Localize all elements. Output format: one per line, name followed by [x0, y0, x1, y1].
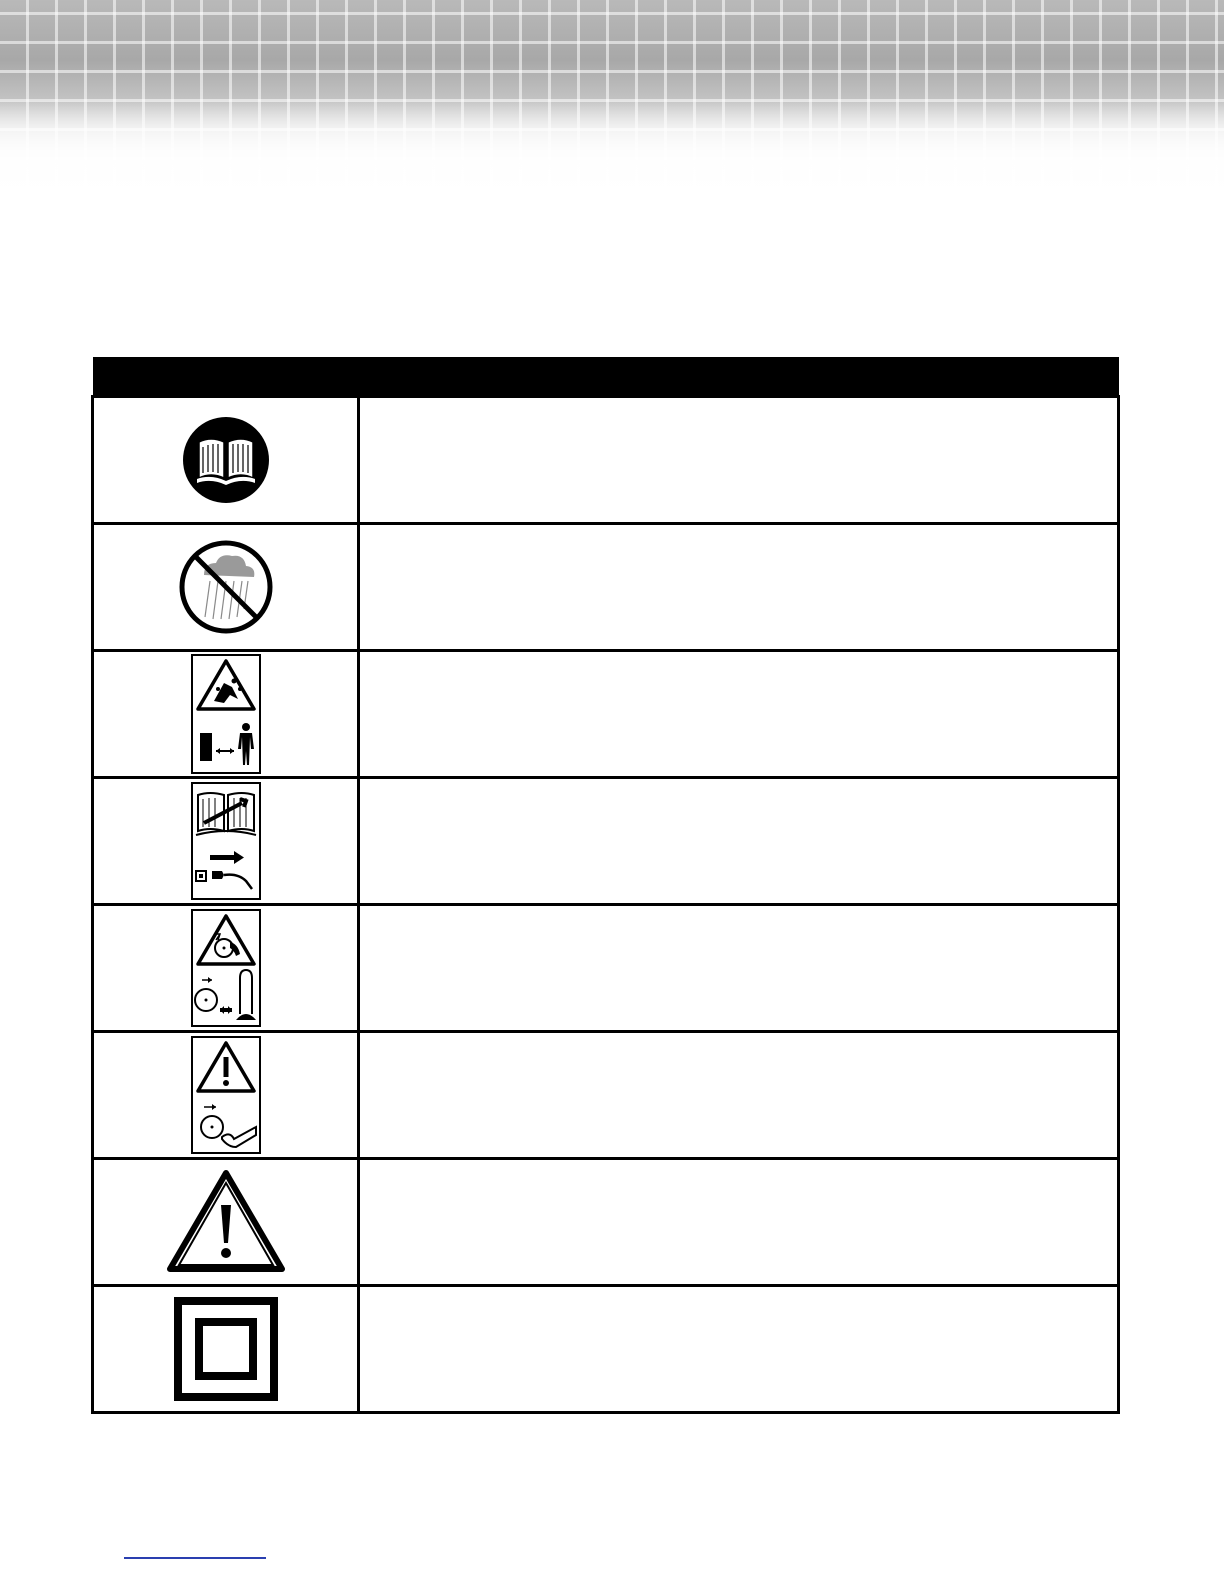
table-row — [93, 905, 1119, 1032]
table-header-symbol — [93, 357, 359, 397]
description-cell — [359, 651, 1119, 778]
description-cell — [359, 778, 1119, 905]
table-header-meaning — [359, 357, 1119, 397]
rotating-blades-feet-icon — [190, 908, 262, 1028]
no-rain-icon — [178, 539, 274, 635]
table-row — [93, 524, 1119, 651]
description-cell — [359, 524, 1119, 651]
symbol-cell — [93, 1286, 359, 1413]
symbol-cell — [93, 778, 359, 905]
description-cell — [359, 397, 1119, 524]
description-cell — [359, 1032, 1119, 1159]
description-cell — [359, 905, 1119, 1032]
symbol-cell — [93, 524, 359, 651]
symbol-cell — [93, 1032, 359, 1159]
read-manual-disconnect-plug-icon — [190, 781, 262, 901]
thrown-objects-keep-distance-icon — [190, 653, 262, 775]
table-row — [93, 397, 1119, 524]
double-insulation-icon — [174, 1297, 278, 1401]
description-cell — [359, 1159, 1119, 1286]
table-row — [93, 778, 1119, 905]
page-header-banner — [0, 0, 1224, 215]
symbol-cell — [93, 1159, 359, 1286]
symbol-cell — [93, 905, 359, 1032]
general-warning-icon — [166, 1169, 286, 1275]
table-row — [93, 1032, 1119, 1159]
read-manual-icon — [181, 415, 271, 505]
footer-link-underline[interactable] — [124, 1557, 266, 1559]
table-row — [93, 651, 1119, 778]
description-cell — [359, 1286, 1119, 1413]
safety-symbols-table — [91, 357, 1120, 1414]
symbol-cell — [93, 651, 359, 778]
table-row — [93, 1159, 1119, 1286]
rotating-blades-hands-icon — [190, 1035, 262, 1155]
table-header-row — [93, 357, 1119, 397]
table-row — [93, 1286, 1119, 1413]
symbol-cell — [93, 397, 359, 524]
